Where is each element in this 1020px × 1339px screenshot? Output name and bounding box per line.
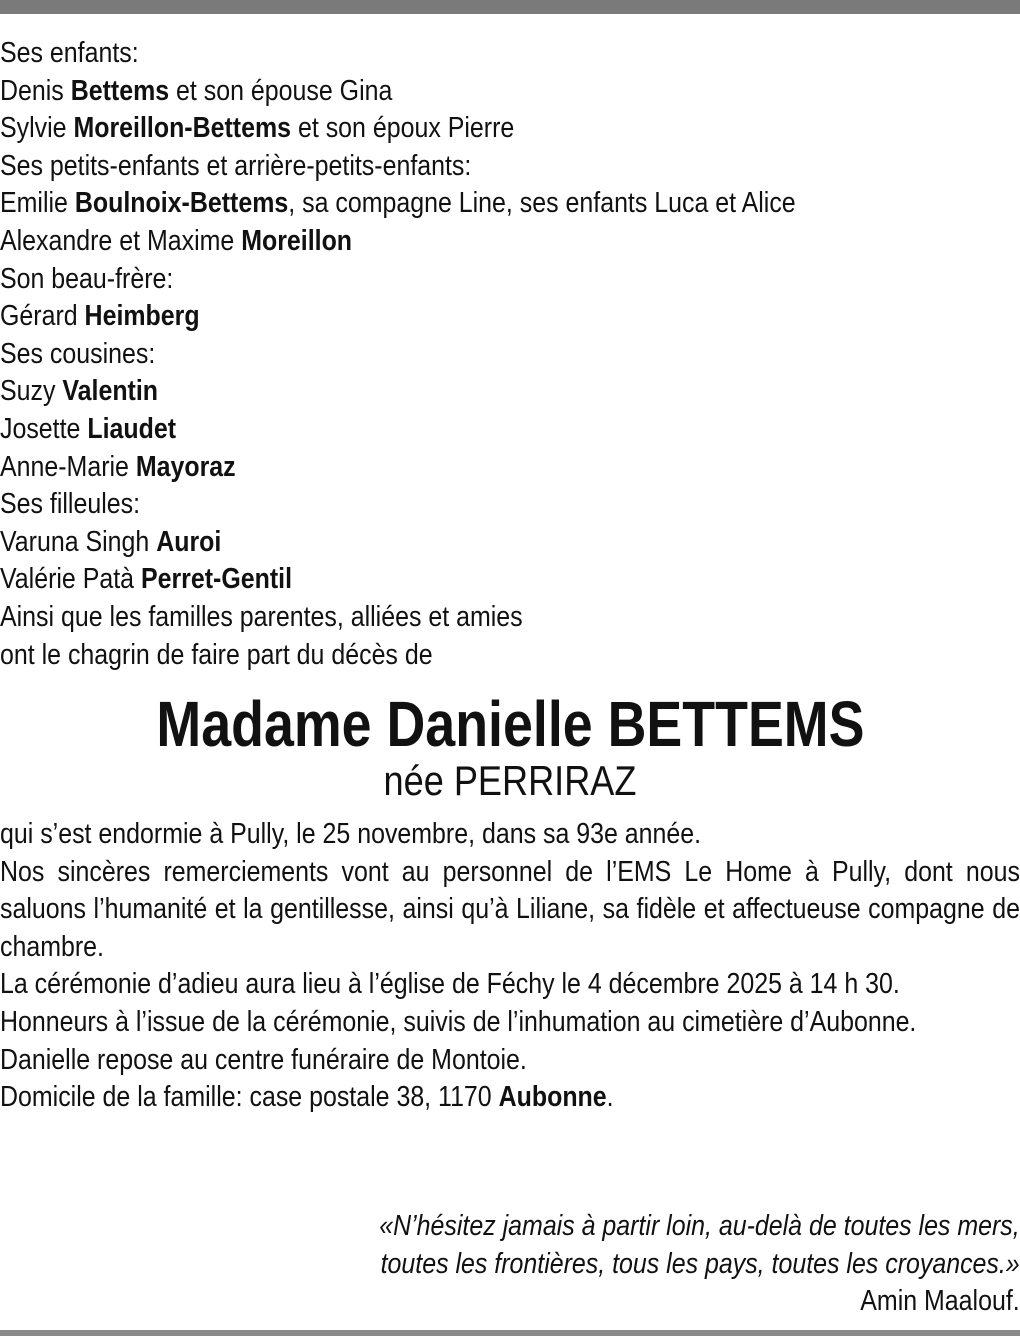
- family-line-grandchild2: [0, 223, 1020, 261]
- closing-line-1: Ainsi que les familles parentes, alliées et amies: [0, 600, 523, 633]
- heading-grandchildren: Ses petits-enfants et arrière-petits-enfants:: [0, 149, 472, 182]
- family-line-cousin2: [0, 411, 1020, 449]
- bottom-border: [0, 1330, 1020, 1336]
- paragraph-passing: qui s’est endormie à Pully, le 25 novembre, dans sa 93e année.: [0, 818, 702, 851]
- surname: Moreillon: [241, 224, 353, 257]
- family-line-child2: [0, 110, 1020, 148]
- deceased-name: Madame Danielle BETTEMS: [155, 688, 865, 761]
- first-name: Alexandre et Maxime: [0, 224, 235, 257]
- heading-brother-in-law: Son beau-frère:: [0, 262, 174, 295]
- family-line-child1: [0, 73, 1020, 111]
- paragraph-honours: Honneurs à l’issue de la cérémonie, suivis de l’inhumation au cimetière d’Aubonne.: [0, 1006, 917, 1039]
- relation-text: , sa compagne Line, ses enfants Luca et Alice: [288, 187, 796, 220]
- family-line-brother-in-law: [0, 298, 1020, 336]
- first-name: Gérard: [0, 300, 78, 333]
- first-name: Emilie: [0, 187, 68, 220]
- surname: Mayoraz: [135, 450, 236, 483]
- surname: Boulnoix-Bettems: [74, 187, 289, 220]
- heading-goddaughters: Ses filleules:: [0, 488, 141, 521]
- quote-line-1: «N’hésitez jamais à partir loin, au-delà de toutes les mers,: [379, 1210, 1020, 1242]
- surname: Valentin: [62, 375, 159, 408]
- surname: Auroi: [156, 525, 222, 558]
- relation-text: et son épouse Gina: [176, 74, 393, 107]
- paragraph-rest-place: Danielle repose au centre funéraire de Montoie.: [0, 1043, 527, 1076]
- first-name: Valérie Patà: [0, 563, 135, 596]
- top-border: [0, 0, 1020, 14]
- family-line-goddaughter1: [0, 524, 1020, 562]
- first-name: Varuna Singh: [0, 525, 150, 558]
- surname: Bettems: [70, 74, 170, 107]
- surname: Heimberg: [84, 300, 200, 333]
- quote-block: [275, 1208, 1020, 1321]
- relation-text: et son époux Pierre: [297, 112, 515, 145]
- heading-cousins: Ses cousines:: [0, 337, 156, 370]
- first-name: Sylvie: [0, 112, 67, 145]
- first-name: Josette: [0, 412, 81, 445]
- family-line-goddaughter2: [0, 561, 1020, 599]
- address-town: Aubonne: [498, 1081, 607, 1114]
- surname: Perret-Gentil: [140, 563, 293, 596]
- address-end: .: [606, 1081, 614, 1114]
- address-text: Domicile de la famille: case postale 38, 1170: [0, 1081, 492, 1114]
- first-name: Denis: [0, 74, 64, 107]
- family-line-cousin1: [0, 373, 1020, 411]
- first-name: Suzy: [0, 375, 56, 408]
- first-name: Anne-Marie: [0, 450, 129, 483]
- family-line-cousin3: [0, 449, 1020, 487]
- paragraph-thanks: Nos sincères remerciements vont au personnel de l’EMS Le Home à Pully, dont nous saluons l’humanité et la gentillesse, ainsi qu’à Liliane, sa fidèle et affectueuse compagne de chambre.: [0, 855, 1020, 963]
- body-text: [0, 816, 1020, 1117]
- closing-line-2: ont le chagrin de faire part du décès de: [0, 638, 433, 671]
- surname: Liaudet: [87, 412, 177, 445]
- heading-children: Ses enfants:: [0, 37, 139, 69]
- quote-line-2: toutes les frontières, tous les pays, toutes les croyances.»: [380, 1247, 1020, 1280]
- quote-author: Amin Maalouf.: [860, 1285, 1020, 1318]
- surname: Moreillon-Bettems: [73, 112, 292, 145]
- obituary-notice: [0, 35, 1020, 1117]
- family-line-grandchild1: [0, 185, 1020, 223]
- paragraph-address: [0, 1079, 1020, 1117]
- deceased-block: [0, 688, 1020, 805]
- maiden-name: née PERRIRAZ: [383, 757, 637, 805]
- paragraph-ceremony: La cérémonie d’adieu aura lieu à l’église de Féchy le 4 décembre 2025 à 14 h 30.: [0, 968, 900, 1001]
